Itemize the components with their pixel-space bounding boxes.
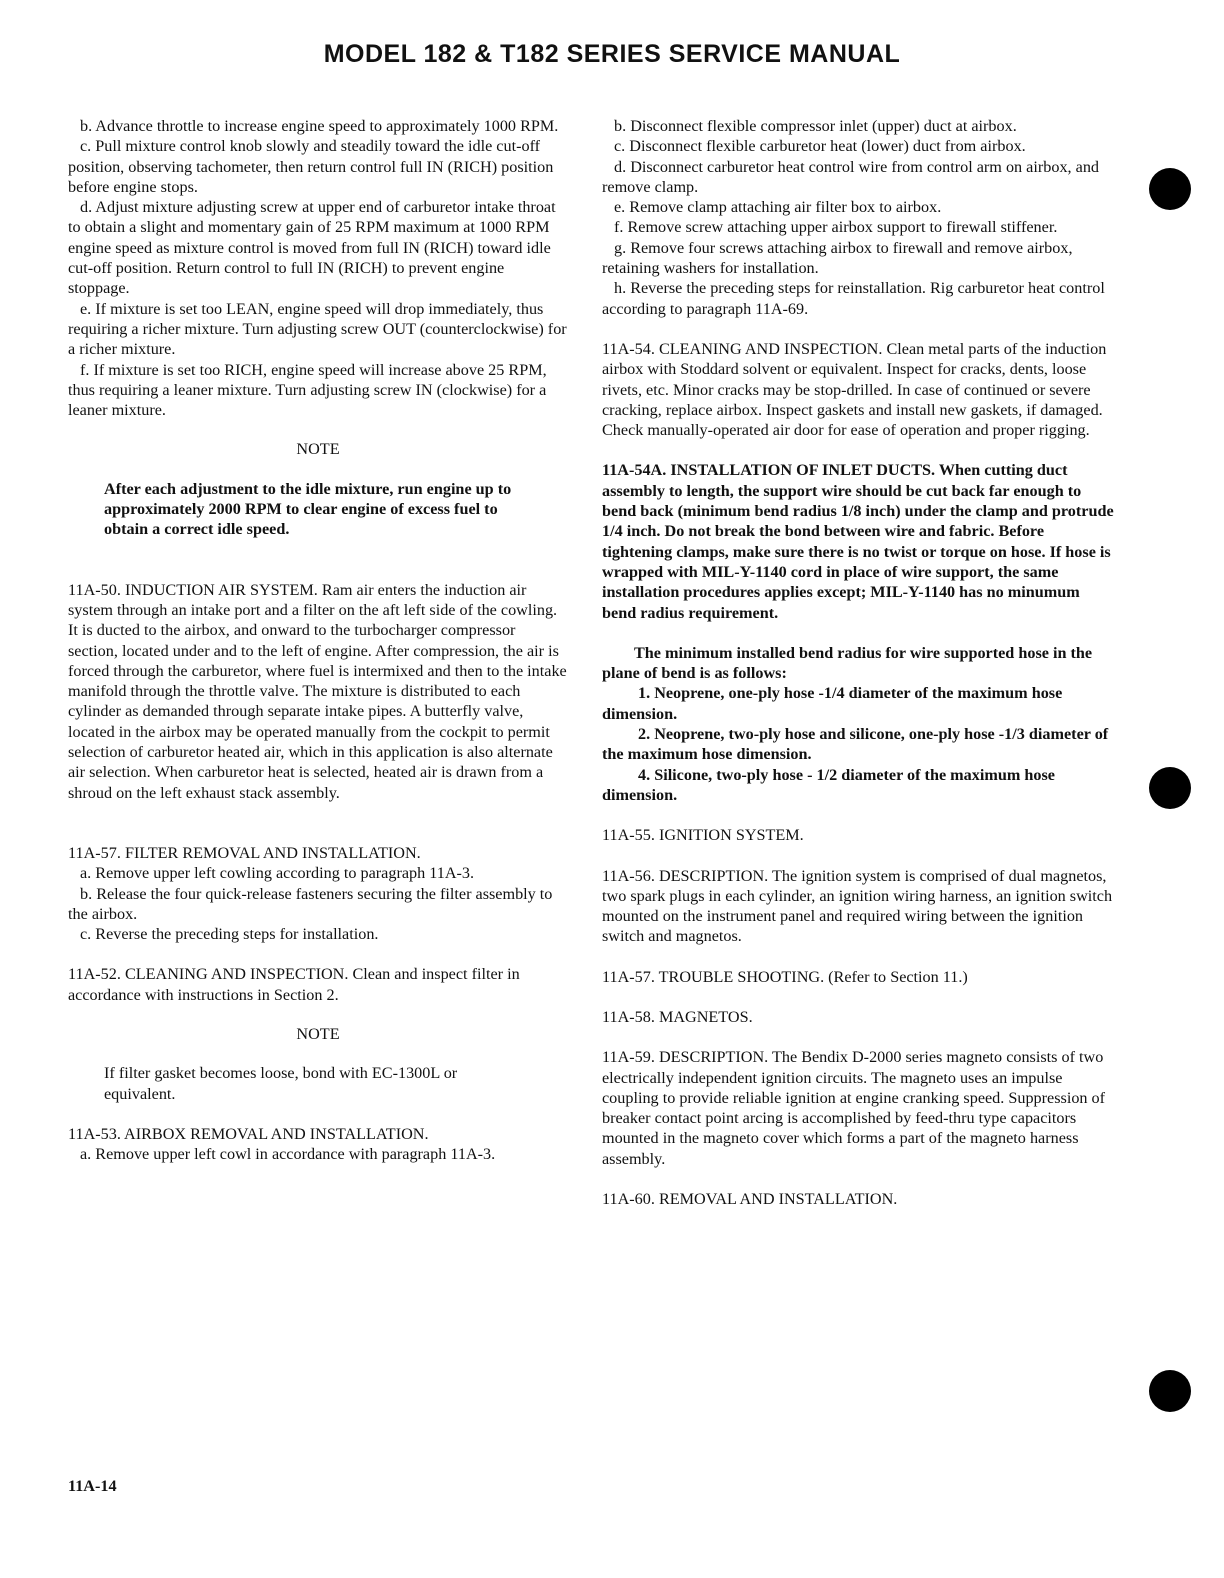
section-11a-56-description: 11A-56. DESCRIPTION. The ignition system is comprised of dual magnetos, two spark plugs in each cylinder, an ignition wiring harness, an ignition switch mounted on the instrument panel and required wiring between the ignition switch and magnetos. (602, 866, 1113, 946)
step-b-advance-throttle: b. Advance throttle to increase engine speed to approximately 1000 RPM. (80, 117, 559, 135)
section-11a-57-filter-title: 11A-57. FILTER REMOVAL AND INSTALLATION. (68, 843, 421, 862)
section-11a-54-cleaning: 11A-54. CLEANING AND INSPECTION. Clean metal parts of the induction airbox with Stoddard solvent or equivalent. Inspect for cracks, dents, loose rivets, etc. Minor cracks may be stop-drilled. In case of continued or severe cracking, replace airbox. Inspect gaskets and install new gaskets, if damaged. Check manually-operated air door for ease of operation and proper rigging. (602, 339, 1107, 440)
bend-radius-item-2: 2. Neoprene, two-ply hose and silicone, one-ply hose -1/3 diameter of the maximum hose dimension. (602, 725, 1109, 764)
note-heading: NOTE (296, 440, 340, 459)
page-number: 11A-14 (68, 1477, 117, 1495)
section-11a-52-cleaning: 11A-52. CLEANING AND INSPECTION. Clean and inspect filter in accordance with instructions in Section 2. (68, 965, 520, 1004)
airbox-step-b: b. Disconnect flexible compressor inlet (upper) duct at airbox. (614, 117, 1017, 135)
airbox-step-a: a. Remove upper left cowl in accordance with paragraph 11A-3. (80, 1145, 496, 1164)
binder-hole-middle (1149, 767, 1191, 809)
step-c-pull-mixture: c. Pull mixture control knob slowly and steadily toward the idle cut-off position, observing tachometer, then return control full IN (RICH) position before engine stops. (68, 137, 554, 196)
bend-radius-intro: The minimum installed bend radius for wire supported hose in the plane of bend is as follows: (602, 643, 1093, 683)
note-body-filter-gasket: If filter gasket becomes loose, bond with EC-1300L or equivalent. (104, 1064, 458, 1103)
airbox-step-g: g. Remove four screws attaching airbox to firewall and remove airbox, retaining washers for installation. (602, 238, 1073, 278)
section-11a-58-magnetos: 11A-58. MAGNETOS. (602, 1007, 753, 1026)
section-11a-55-ignition: 11A-55. IGNITION SYSTEM. (602, 826, 804, 845)
binder-hole-bottom (1149, 1370, 1191, 1412)
step-d-adjust-mixture-screw: d. Adjust mixture adjusting screw at upper end of carburetor intake throat to obtain a slight and momentary gain of 25 RPM maximum at 1000 RPM engine speed as mixture control is moved from full IN (RICH) toward idle cut-off position. Return control to full IN (RICH) to prevent engine stoppage. (68, 198, 556, 298)
filter-step-c: c. Reverse the preceding steps for installation. (80, 925, 379, 944)
airbox-step-d: d. Disconnect carburetor heat control wire from control arm on airbox, and remove clamp. (602, 157, 1100, 196)
section-11a-60-removal: 11A-60. REMOVAL AND INSTALLATION. (602, 1190, 898, 1209)
airbox-step-h: h. Reverse the preceding steps for reinstallation. Rig carburetor heat control according to paragraph 11A-69. (602, 279, 1105, 318)
airbox-step-f: f. Remove screw attaching upper airbox support to firewall stiffener. (614, 218, 1058, 237)
page-title: MODEL 182 & T182 SERIES SERVICE MANUAL (323, 40, 901, 68)
note-body-idle-mixture: After each adjustment to the idle mixture, run engine up to approximately 2000 RPM to clear engine of excess fuel to obtain a correct idle speed. (104, 479, 512, 539)
airbox-step-c: c. Disconnect flexible carburetor heat (lower) duct from airbox. (614, 137, 1026, 156)
section-11a-54a-inlet-ducts: 11A-54A. INSTALLATION OF INLET DUCTS. When cutting duct assembly to length, the support wire should be cut back far enough to bend back (minimum bend radius 1/8 inch) under the clamp and protrude 1/4 inch. Do not break the bond between wire and fabric. Before tightening clamps, make sure there is no twist or torque on hose. If hose is wrapped with MIL-Y-1140 cord in place of wire support, the same installation procedures applies except; MIL-Y-1140 has no minumum bend radius requirement. (602, 461, 1114, 622)
filter-step-b: b. Release the four quick-release fasteners securing the filter assembly to the airbox. (68, 884, 553, 923)
left-column (68, 116, 568, 1164)
section-11a-59-description: 11A-59. DESCRIPTION. The Bendix D-2000 series magneto consists of two electrically independent ignition circuits. The magneto uses an impulse coupling to provide reliable ignition at engine cranking speed. Suppression of breaker contact point arcing is accomplished by feed-thru type capacitors mounted in the magneto cover which forms a part of the magneto harness assembly. (602, 1048, 1106, 1168)
step-f-mixture-too-rich: f. If mixture is set too RICH, engine speed will increase above 25 RPM, thus requiring a leaner mixture. Turn adjusting screw IN (clockwise) for a leaner mixture. (68, 360, 547, 420)
section-11a-50-induction-air: 11A-50. INDUCTION AIR SYSTEM. Ram air enters the induction air system through an intake port and a filter on the aft left side of the cowling. It is ducted to the airbox, and onward to the turbocharger compressor section, located under and to the left of engine. After compression, the air is forced through the carburetor, where fuel is intermixed and then to the intake manifold through the throttle valve. The mixture is distributed to each cylinder as demanded through separate intake pipes. A butterfly valve, located in the airbox may be operated manually from the cockpit to permit selection of carburetor heated air, which in this application is also alternate air selection. When carburetor heat is selected, heated air is drawn from a shroud on the left exhaust stack assembly. (68, 580, 567, 802)
bend-radius-item-1: 1. Neoprene, one-ply hose -1/4 diameter of the maximum hose dimension. (602, 684, 1063, 723)
section-11a-57-trouble-shooting: 11A-57. TROUBLE SHOOTING. (Refer to Section 11.) (602, 967, 968, 986)
airbox-step-e: e. Remove clamp attaching air filter box to airbox. (614, 198, 942, 217)
binder-hole-top (1149, 168, 1191, 210)
right-column (602, 116, 1116, 1209)
step-e-mixture-too-lean: e. If mixture is set too LEAN, engine speed will drop immediately, thus requiring a richer mixture. Turn adjusting screw OUT (counterclockwise) for a richer mixture. (68, 299, 567, 359)
filter-step-a: a. Remove upper left cowling according to paragraph 11A-3. (80, 864, 475, 883)
note-heading: NOTE (296, 1024, 340, 1043)
section-11a-53-airbox-title: 11A-53. AIRBOX REMOVAL AND INSTALLATION. (68, 1124, 429, 1143)
bend-radius-item-4: 4. Silicone, two-ply hose - 1/2 diameter of the maximum hose dimension. (602, 765, 1055, 804)
